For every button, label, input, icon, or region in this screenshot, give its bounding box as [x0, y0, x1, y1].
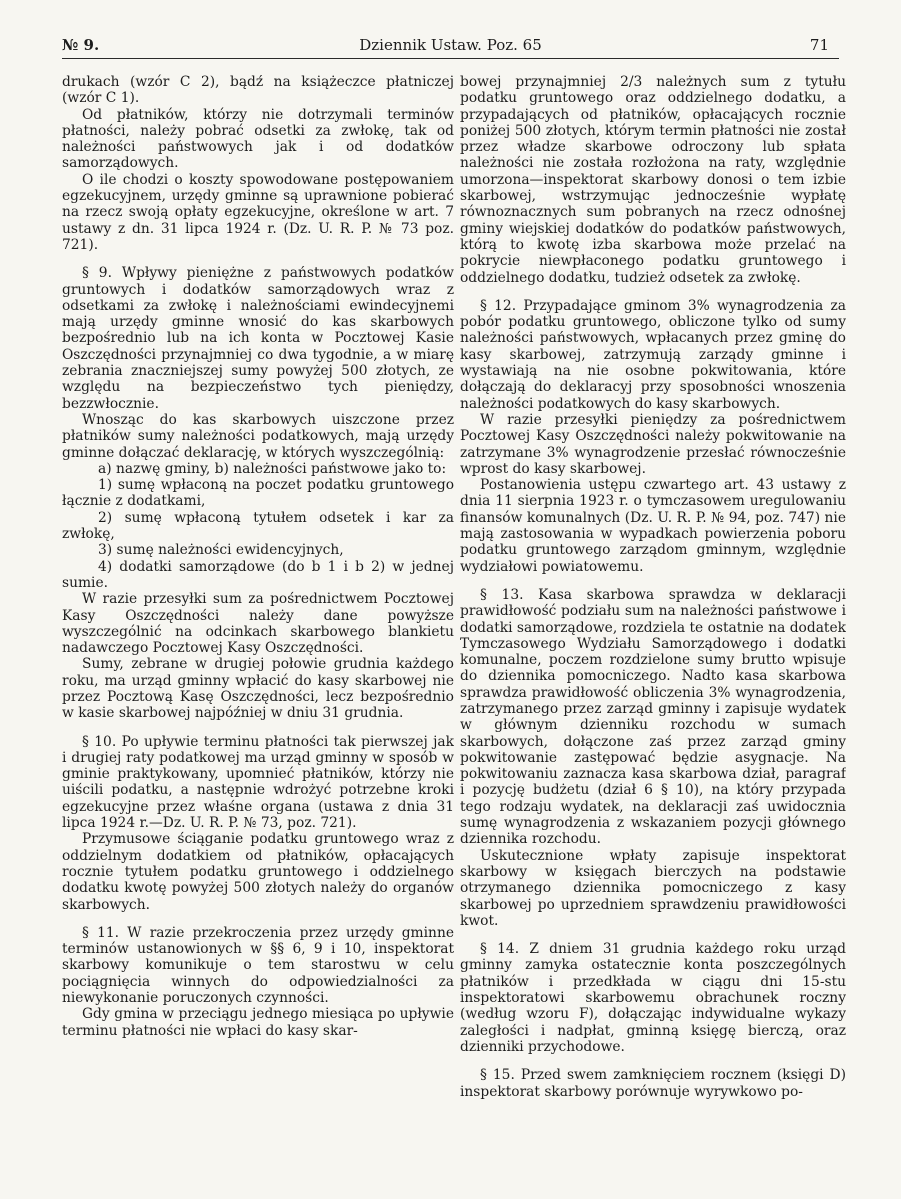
right-column — [460, 74, 846, 1181]
left-paragraph: 2) sumę wpłaconą tytułem odsetek i kar za zwłokę, — [62, 509, 454, 543]
right-paragraph: § 13. Kasa skarbowa sprawdza w deklaracji prawidłowość podziału sum na należności państwowe i dodatki samorządowe, rozdziela te ostatnie na dodatek Tymczasowego Wydziału Samorządowego i dodatki komunalne, poczem rozdzielone sumy brutto wpisuje do dziennika pomocniczego. Nadto kasa skarbowa sprawdza prawidłowość obliczenia 3% wynagrodzenia, zatrzymanego przez zarząd gminny i zapisuje wydatek w głównym dzienniku rozchodu w sumach skarbowych, dołączone zaś przez zarząd gminy pokwitowanie zastępować będzie asygnacje. Na pokwitowaniu zaznacza kasa skarbowa dział, paragraf i pozycję budżetu (dział 6 § 10), na który przypada tego rodzaju wydatek, na deklaracji zaś uwidocznia sumę wynagrodzenia z wskazaniem pozycji głównego dziennika rozchodu. — [460, 586, 846, 848]
left-paragraph: 1) sumę wpłaconą na poczet podatku gruntowego łącznie z dodatkami, — [62, 477, 454, 510]
right-paragraph: Uskutecznione wpłaty zapisuje inspektorat skarbowy w księgach bierczych na podstawie otrzymanego dziennika pomocniczego z kasy skarbowej po uprzedniem sprawdzeniu prawidłowości kwot. — [460, 847, 846, 929]
left-paragraph: Wnosząc do kas skarbowych uiszczone przez płatników sumy należności podatkowych, mają urzędy gminne dołączać deklarację, w których wyszczególnią: — [62, 411, 454, 461]
left-paragraph: O ile chodzi o koszty spowodowane postępowaniem egzekucyjnem, urzędy gminne są uprawnione pobierać na rzecz swoją opłaty egzekucyjne, określone w art. 7 ustawy z dn. 31 lipca 1924 r. (Dz. U. R. P. № 73 poz. 721). — [62, 171, 454, 253]
left-column — [62, 74, 454, 1181]
left-paragraph: Od płatników, którzy nie dotrzymali terminów płatności, należy pobrać odsetki za zwłokę, tak od należności państwowych jak i od dodatków samorządowych. — [62, 106, 454, 172]
left-paragraph: § 10. Po upływie terminu płatności tak pierwszej jak i drugiej raty podatkowej ma urząd gminny w sposób w gminie praktykowany, upomnieć płatników, którzy nie uiścili podatku, a następnie wdrożyć potrzebne kroki egzekucyjne przez właśne organa (ustawa z dnia 31 lipca 1924 r.—Dz. U. R. P. № 73, poz. 721). — [62, 733, 454, 832]
left-paragraph: § 9. Wpływy pieniężne z państwowych podatków gruntowych i dodatków samorządowych wraz z odsetkami za zwłokę i należnościami ewindecyjnemi mają urzędy gminne wnosić do kas skarbowych bezpośrednio lub na ich konta w Pocztowej Kasie Oszczędności przynajmniej co dwa tygodnie, a w miarę zebrania znaczniejszej sumy powyżej 500 złotych, ze względu na bezpieczeństwo tych pieniędzy, bezzwłocznie. — [62, 265, 454, 412]
left-paragraph: drukach (wzór C 2), bądź na książeczce płatniczej (wzór C 1). — [62, 74, 454, 107]
left-paragraph: a) nazwę gminy, b) należności państwowe jako to: — [98, 460, 447, 477]
left-paragraph: 3) sumę należności ewidencyjnych, — [98, 542, 344, 559]
left-paragraph: 4) dodatki samorządowe (do b 1 i b 2) w jednej sumie. — [62, 558, 454, 591]
right-paragraph: W razie przesyłki pieniędzy za pośrednictwem Pocztowej Kasy Oszczędności należy pokwitowanie na zatrzymane 3% wynagrodzenie przesłać równocześnie wprost do kasy skarbowej. — [460, 411, 846, 477]
issue-number: № 9. — [62, 36, 100, 54]
right-paragraph: § 15. Przed swem zamknięciem rocznem (księgi D) inspektorat skarbowy porównuje wyrywkowo po- — [460, 1067, 846, 1100]
right-paragraph: § 12. Przypadające gminom 3% wynagrodzenia za pobór podatku gruntowego, obliczone tylko od sumy należności państwowych, wpłacanych przez gminę do kasy skarbowej, zatrzymują zarządy gminne i wystawiają na nie osobne pokwitowania, które dołączają do deklaracyj przy sposobności wnoszenia należności podatkowych do kasy skarbowych. — [460, 297, 846, 412]
left-paragraph: W razie przesyłki sum za pośrednictwem Pocztowej Kasy Oszczędności należy dane powyższe wyszczególnić na odcinkach skarbowego blankietu nadawczego Pocztowej Kasy Oszczędności. — [62, 591, 454, 657]
page-number: 71 — [809, 36, 829, 54]
right-paragraph: bowej przynajmniej 2/3 należnych sum z tytułu podatku gruntowego oraz oddzielnego dodatku, a przypadających od płatników, opłacających rocznie poniżej 500 złotych, którym termin płatności nie został przez władze skarbowe odroczony lub spłata należności nie została rozłożona na raty, względnie umorzona—inspektorat skarbowy donosi o tem izbie skarbowej, wstrzymując jednocześnie wypłatę równoznacznych sum pobranych na rzecz odnośnej gminy wiejskiej dodatków do podatków państwowych, którą to kwotę izba skarbowa może przelać na pokrycie niewpłaconego podatku gruntowego i oddzielnego dodatku, tudzież odsetek za zwłokę. — [460, 74, 846, 286]
right-paragraph: Postanowienia ustępu czwartego art. 43 ustawy z dnia 11 sierpnia 1923 r. o tymczasowem uregulowaniu finansów komunalnych (Dz. U. R. P. № 94, poz. 747) nie mają zastosowania w wypadkach powierzenia poboru podatku gruntowego zarządom gminnym, względnie wydziałowi powiatowemu. — [460, 477, 846, 575]
left-paragraph: Przymusowe ściąganie podatku gruntowego wraz z oddzielnym dodatkiem od płatników, opłacających rocznie tytułem podatku gruntowego i oddzielnego dodatku kwotę powyżej 500 złotych należy do organów skarbowych. — [62, 831, 454, 913]
left-paragraph: Gdy gmina w przeciągu jednego miesiąca po upływie terminu płatności nie wpłaci do kasy skar- — [62, 1006, 454, 1039]
running-title: Dziennik Ustaw. Poz. 65 — [359, 36, 542, 54]
left-paragraph: § 11. W razie przekroczenia przez urzędy gminne terminów ustanowionych w §§ 6, 9 i 10, inspektorat skarbowy komunikuje o tem starostwu w celu pociągnięcia winnych do odpowiedzialności za niewykonanie poruczonych czynności. — [62, 924, 454, 1007]
left-paragraph: Sumy, zebrane w drugiej połowie grudnia każdego roku, ma urząd gminny wpłacić do kasy skarbowej nie przez Pocztową Kasę Oszczędności, lecz bezpośrednio w kasie skarbowej najpóźniej w dniu 31 grudnia. — [62, 656, 454, 722]
page-header — [62, 36, 839, 59]
right-paragraph: § 14. Z dniem 31 grudnia każdego roku urząd gminny zamyka ostatecznie konta poszczególnych płatników i przedkłada w ciągu dni 15-stu inspektoratowi skarbowemu obrachunek roczny (według wzoru F), dołączając indywidualne wykazy zaległości i nadpłat, gminną księgę bierczą, oraz dzienniki przychodowe. — [460, 941, 846, 1055]
